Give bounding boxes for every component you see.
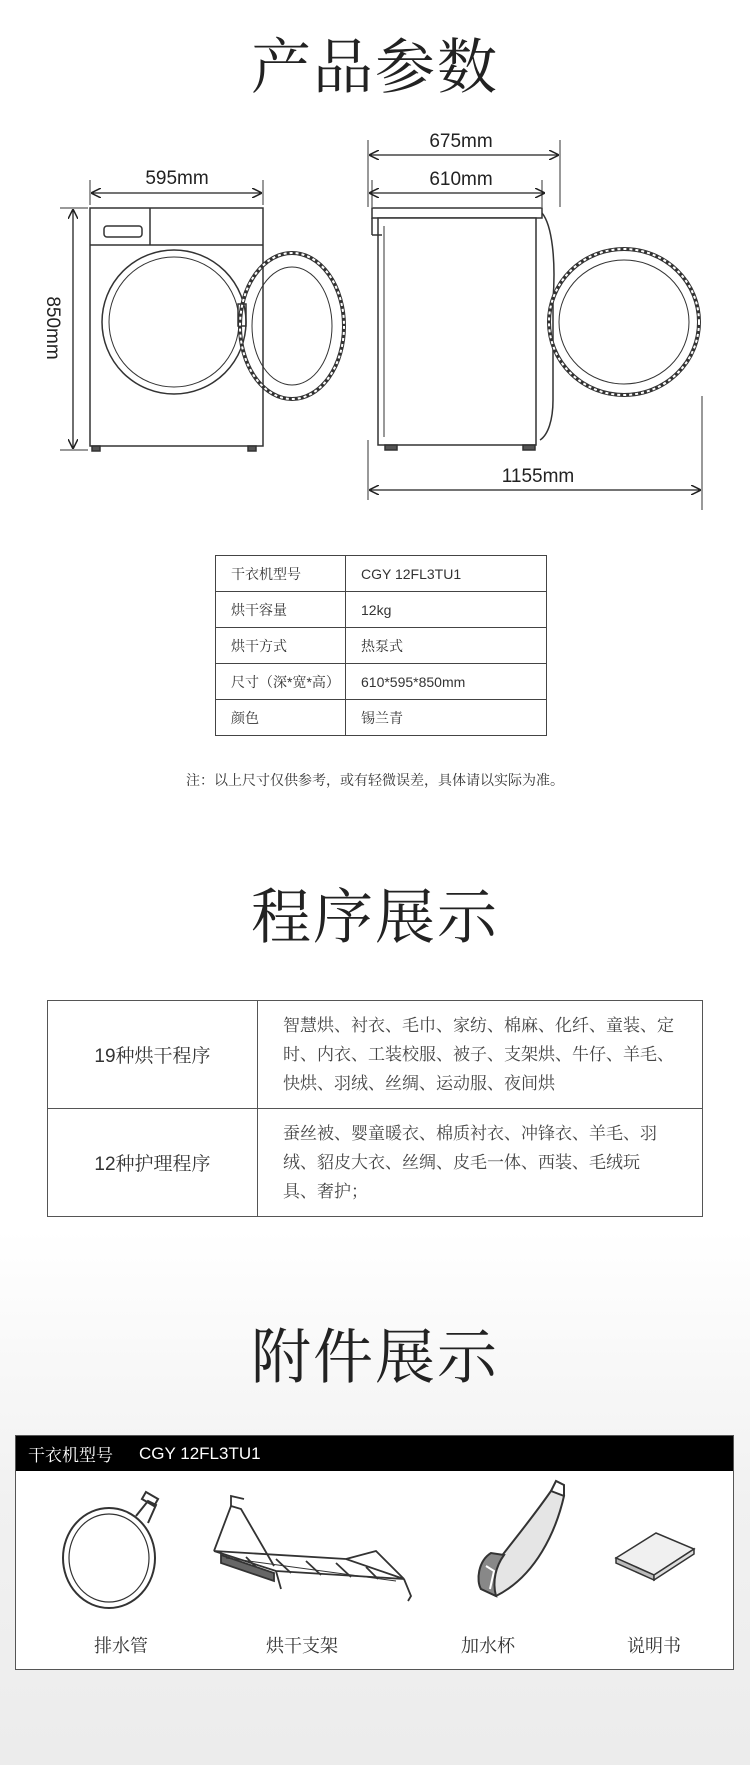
manual-icon [616, 1533, 694, 1580]
program-line: 时、内衣、工装校服、被子、支架烘、牛仔、羊毛、 [283, 1045, 674, 1064]
spec-key: 干衣机型号 [216, 556, 346, 592]
spec-value: 锡兰青 [346, 700, 547, 736]
depth-open-label: 1155mm [501, 466, 575, 487]
table-row [48, 1001, 703, 1109]
spec-value: CGY 12FL3TU1 [346, 556, 547, 592]
program-list [258, 1001, 703, 1109]
side-view [372, 208, 699, 450]
accessory-label: 烘干支架 [266, 1636, 338, 1656]
accessories-header-label: 干衣机型号 [28, 1446, 113, 1465]
program-line: 智慧烘、衬衣、毛巾、家纺、棉麻、化纤、童装、定 [283, 1016, 674, 1035]
depth-total-label: 675mm [429, 131, 493, 152]
table-row [216, 556, 547, 592]
program-table [47, 1000, 703, 1217]
spec-value: 热泵式 [346, 628, 547, 664]
table-row [216, 592, 547, 628]
spec-key: 烘干容量 [216, 592, 346, 628]
program-line: 蚕丝被、婴童暖衣、棉质衬衣、冲锋衣、羊毛、羽 [283, 1124, 657, 1143]
accessory-label: 排水管 [94, 1636, 148, 1656]
spec-value: 610*595*850mm [346, 664, 547, 700]
drain-hose-icon [63, 1492, 158, 1608]
table-row [216, 628, 547, 664]
accessories-illustrations [16, 1471, 735, 1631]
accessory-label: 加水杯 [461, 1636, 515, 1656]
table-row [216, 700, 547, 736]
water-cup-icon [478, 1481, 564, 1596]
dimension-diagram [0, 0, 750, 530]
accessories-box [15, 1435, 734, 1670]
drying-rack-icon [214, 1496, 411, 1601]
params-title: 产品参数 [251, 33, 499, 103]
spec-key: 烘干方式 [216, 628, 346, 664]
accessories-header [16, 1436, 733, 1471]
programs-title: 程序展示 [251, 883, 499, 953]
program-key: 19种烘干程序 [48, 1001, 258, 1109]
spec-key: 尺寸（深*宽*高） [216, 664, 346, 700]
height-dim-label: 850mm [42, 296, 63, 360]
program-line: 具、奢护； [283, 1182, 368, 1201]
accessories-title: 附件展示 [251, 1323, 499, 1393]
program-list [258, 1109, 703, 1217]
width-dim-label: 595mm [145, 168, 209, 189]
table-row [216, 664, 547, 700]
accessory-label: 说明书 [627, 1636, 681, 1656]
spec-value: 12kg [346, 592, 547, 628]
depth-body-label: 610mm [429, 169, 493, 190]
spec-key: 颜色 [216, 700, 346, 736]
accessories-model: CGY 12FL3TU1 [139, 1443, 261, 1463]
spec-table [215, 555, 547, 736]
program-key: 12种护理程序 [48, 1109, 258, 1217]
table-row [48, 1109, 703, 1217]
front-view [90, 208, 344, 451]
disclaimer-note: 注：以上尺寸仅供参考，或有轻微误差，具体请以实际为准。 [186, 772, 564, 788]
program-line: 快烘、羽绒、丝绸、运动服、夜间烘 [283, 1074, 555, 1093]
program-line: 绒、貂皮大衣、丝绸、皮毛一体、西装、毛绒玩 [283, 1153, 640, 1172]
